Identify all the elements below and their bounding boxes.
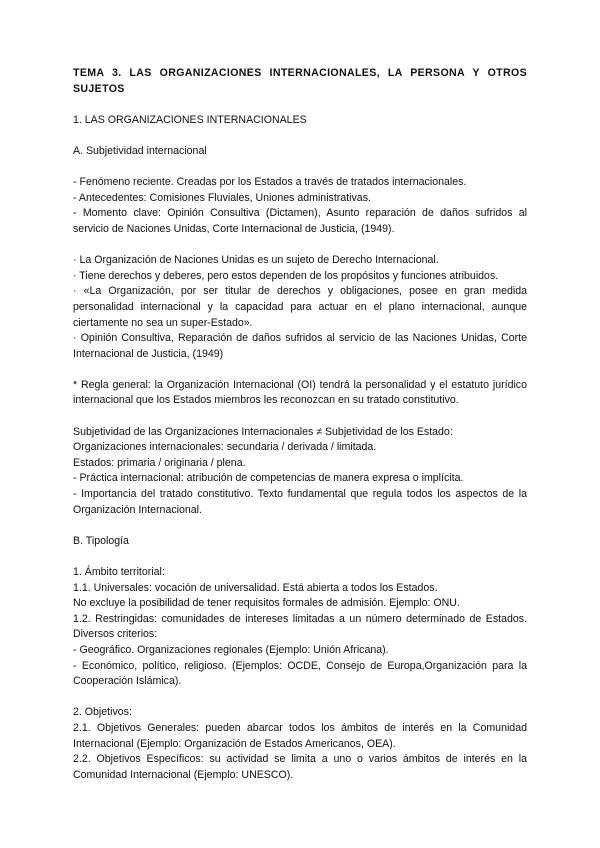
list-item: 2.1. Objetivos Generales: pueden abarcar todos los ámbitos de interés en la Comunidad Internacional (Ejemplo: Organización de Estados Americanos, OEA).: [73, 721, 527, 750]
spacer: [73, 362, 527, 378]
paragraph-subjectivity: [73, 425, 527, 519]
list-item: No excluye la posibilidad de tener requisitos formales de admisión. Ejemplo: ONU.: [73, 597, 460, 610]
paragraph-objectives: [73, 705, 527, 783]
spacer: [73, 409, 527, 425]
document-title: TEMA 3. LAS ORGANIZACIONES INTERNACIONALES, LA PERSONA Y OTROS SUJETOS: [73, 67, 527, 95]
spacer: [73, 549, 527, 565]
list-item: 1.2. Restringidas: comunidades de intereses limitadas a un número determinado de Estados. Diversos criterios:: [73, 612, 527, 641]
paragraph-territorial: [73, 565, 527, 690]
list-item: 2. Objetivos:: [73, 706, 132, 719]
list-item: - Práctica internacional: atribución de competencias de manera expresa o implícita.: [73, 472, 464, 485]
general-rule: * Regla general: la Organización Internacional (OI) tendrá la personalidad y el estatuto jurídico internacional que los Estados miembros les reconozcan en su tratado constitutivo.: [73, 378, 527, 407]
list-item: · La Organización de Naciones Unidas es un sujeto de Derecho Internacional.: [73, 254, 439, 267]
list-item: - Antecedentes: Comisiones Fluviales, Uniones administrativas.: [73, 191, 371, 204]
list-item: Subjetividad de las Organizaciones Internacionales ≠ Subjetividad de los Estado:: [73, 425, 453, 438]
list-item: Organizaciones internacionales: secundaria / derivada / limitada.: [73, 441, 377, 454]
spacer: [73, 690, 527, 706]
section-heading: 1. LAS ORGANIZACIONES INTERNACIONALES: [73, 113, 307, 126]
list-item: - Momento clave: Opinión Consultiva (Dictamen), Asunto reparación de daños sufridos al servicio de Naciones Unidas, Corte Internacional de Justicia, (1949).: [73, 207, 527, 235]
list-item: 1. Ámbito territorial:: [73, 566, 165, 578]
paragraph-un: [73, 253, 527, 362]
spacer: [73, 238, 527, 254]
subsection-heading-b: B. Tipología: [73, 534, 129, 547]
spacer: [73, 160, 527, 176]
list-item: Estados: primaria / originaria / plena.: [73, 456, 246, 469]
list-item: · «La Organización, por ser titular de derechos y obligaciones, posee en gran medida personalidad internacional y la capacidad para actuar en el plano internacional, aunque ciertamente no sea un super-Estado».: [73, 285, 527, 329]
list-item: · Tiene derechos y deberes, pero estos dependen de los propósitos y funciones atribuidos.: [73, 269, 499, 282]
list-item: - Geográfico. Organizaciones regionales (Ejemplo: Unión Africana).: [73, 643, 389, 656]
list-item: - Importancia del tratado constitutivo. Texto fundamental que regula todos los aspectos de la Organización Internacional.: [73, 488, 527, 516]
spacer: [73, 518, 527, 534]
paragraph-background: [73, 175, 527, 237]
list-item: - Fenómeno reciente. Creadas por los Estados a través de tratados internacionales.: [73, 176, 467, 189]
list-item: 2.2. Objetivos Específicos: su actividad se limita a uno o varios ámbitos de interés en la Comunidad Internacional (Ejemplo: UNESCO).: [73, 753, 527, 781]
document-page: [73, 66, 527, 783]
list-item: · Opinión Consultiva, Reparación de daños sufridos al servicio de las Naciones Unidas, Corte Internacional de Justicia, (1949): [73, 332, 527, 360]
spacer: [73, 128, 527, 144]
subsection-heading-a: A. Subjetividad internacional: [73, 144, 207, 157]
list-item: 1.1. Universales: vocación de universalidad. Está abierta a todos los Estados.: [73, 581, 438, 594]
spacer: [73, 97, 527, 113]
list-item: - Económico, político, religioso. (Ejemplos: OCDE, Consejo de Europa,Organización para la Cooperación Islámica).: [73, 659, 527, 688]
